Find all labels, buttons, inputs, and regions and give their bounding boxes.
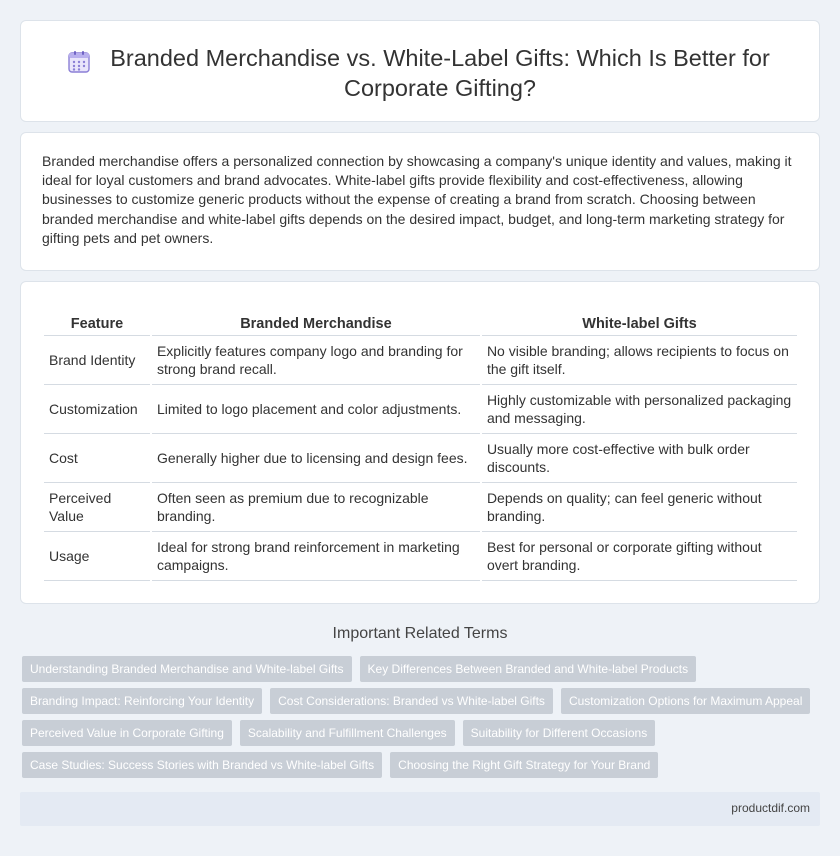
calendar-grid-icon [67, 50, 91, 74]
related-term-link[interactable]: Cost Considerations: Branded vs White-label Gifts [270, 688, 553, 714]
cell-feature: Customization [44, 385, 150, 434]
related-term-link[interactable]: Customization Options for Maximum Appeal [561, 688, 810, 714]
comparison-card [20, 281, 820, 604]
related-terms-list [22, 656, 822, 784]
related-term-link[interactable]: Understanding Branded Merchandise and White-label Gifts [22, 656, 352, 682]
related-term-link[interactable]: Case Studies: Success Stories with Branded vs White-label Gifts [22, 752, 382, 778]
header-branded: Branded Merchandise [152, 313, 480, 336]
cell-branded: Limited to logo placement and color adjustments. [152, 385, 480, 434]
footer-site-link[interactable]: productdif.com [731, 801, 810, 815]
intro-card [20, 132, 820, 271]
tag-row [22, 688, 822, 714]
cell-white-label: No visible branding; allows recipients to focus on the gift itself. [482, 336, 797, 385]
related-term-link[interactable]: Perceived Value in Corporate Gifting [22, 720, 232, 746]
cell-branded: Explicitly features company logo and branding for strong brand recall. [152, 336, 480, 385]
table-row [44, 385, 797, 434]
comparison-table [42, 313, 799, 581]
cell-white-label: Highly customizable with personalized packaging and messaging. [482, 385, 797, 434]
tag-row [22, 656, 822, 682]
table-row [44, 532, 797, 581]
intro-paragraph: Branded merchandise offers a personalized connection by showcasing a company's unique identity and values, making it ideal for loyal customers and brand advocates. White-label gifts provide flexibility and cost-effectiveness, allowing businesses to customize generic products without the expense of creating a brand from scratch. Choosing between branded merchandise and white-label gifts depends on the desired impact, budget, and long-term marketing strategy for gifting pets and pet owners. [42, 153, 792, 246]
tag-row [22, 720, 822, 746]
title-wrap [21, 43, 819, 103]
header-feature: Feature [44, 313, 150, 336]
cell-feature: Perceived Value [44, 483, 150, 532]
related-term-link[interactable]: Choosing the Right Gift Strategy for Your Brand [390, 752, 658, 778]
table-row [44, 336, 797, 385]
cell-white-label: Depends on quality; can feel generic without branding. [482, 483, 797, 532]
page-title: Branded Merchandise vs. White-Label Gifts: Which Is Better for Corporate Gifting? [110, 45, 770, 101]
cell-branded: Generally higher due to licensing and design fees. [152, 434, 480, 483]
cell-feature: Usage [44, 532, 150, 581]
cell-white-label: Usually more cost-effective with bulk order discounts. [482, 434, 797, 483]
related-term-link[interactable]: Suitability for Different Occasions [463, 720, 656, 746]
header-white-label: White-label Gifts [482, 313, 797, 336]
cell-branded: Ideal for strong brand reinforcement in marketing campaigns. [152, 532, 480, 581]
table-header-row [44, 313, 797, 336]
table-row [44, 434, 797, 483]
cell-branded: Often seen as premium due to recognizable branding. [152, 483, 480, 532]
cell-feature: Brand Identity [44, 336, 150, 385]
related-terms-heading: Important Related Terms [332, 625, 508, 642]
related-term-link[interactable]: Scalability and Fulfillment Challenges [240, 720, 455, 746]
table-row [44, 483, 797, 532]
cell-feature: Cost [44, 434, 150, 483]
footer-bar [20, 792, 820, 826]
related-term-link[interactable]: Branding Impact: Reinforcing Your Identity [22, 688, 262, 714]
cell-white-label: Best for personal or corporate gifting without overt branding. [482, 532, 797, 581]
related-term-link[interactable]: Key Differences Between Branded and White-label Products [360, 656, 697, 682]
title-card [20, 20, 820, 122]
tag-row [22, 752, 822, 778]
